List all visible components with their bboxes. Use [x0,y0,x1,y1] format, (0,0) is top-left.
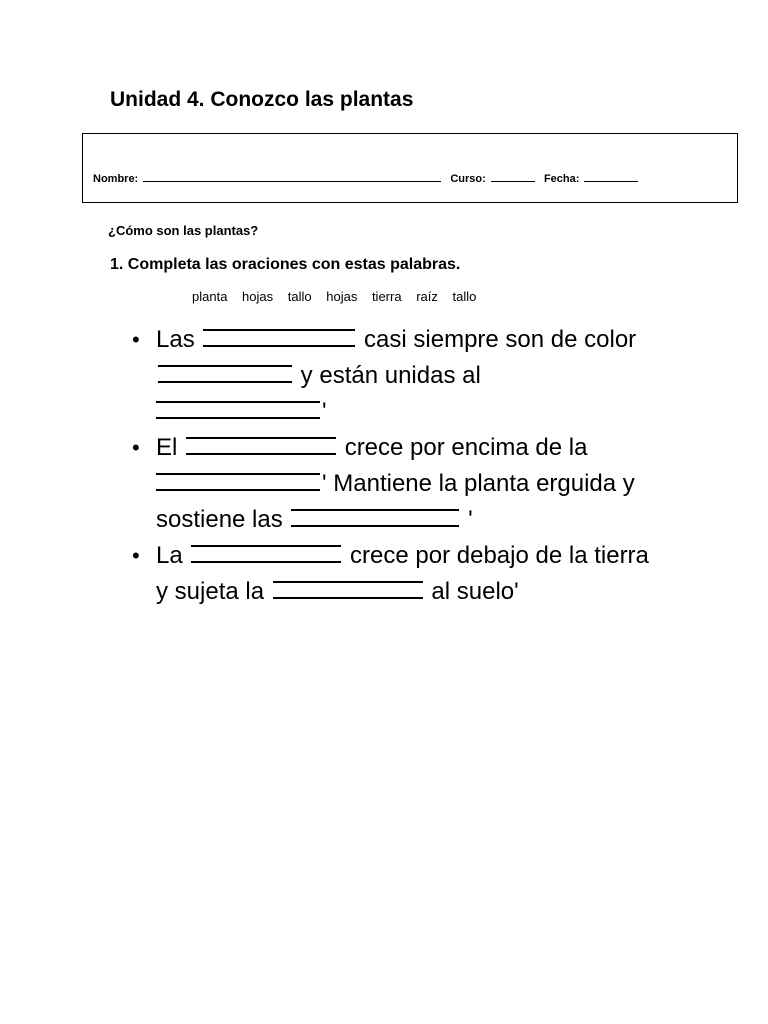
bullet-icon: • [132,543,140,568]
sentence-text: casi siempre son de [364,326,578,353]
answer-blank[interactable] [186,437,336,455]
sentence-text: crece por encima de la [344,434,588,461]
sentence-text: y están unidas al [300,362,481,389]
nombre-label: Nombre: [93,173,139,185]
word-bank-item: tallo [287,289,312,304]
sentence-text: crece por debajo de la [350,542,588,569]
fecha-field[interactable] [584,170,638,182]
answer-blank[interactable] [156,473,320,491]
bullet-icon: • [132,435,140,460]
student-info-box [82,133,738,203]
sentence-1 [132,322,652,430]
instruction: 1. Completa las oraciones con estas palabras. [110,256,461,273]
nombre-field[interactable] [143,170,441,182]
word-bank-item: hojas [326,289,358,304]
answer-blank[interactable] [291,509,459,527]
word-bank-item: tierra [371,289,402,304]
sentence-text: ' [322,398,327,425]
curso-label: Curso: [450,173,486,185]
section-question: ¿Cómo son las plantas? [108,223,259,238]
sentence-3 [132,538,652,610]
bullet-icon: • [132,327,140,352]
sentence-text: Las [156,326,195,353]
sentence-text: al suelo' [431,578,519,605]
curso-field[interactable] [491,170,535,182]
sentence-text: tierra y sujeta la [156,542,649,605]
answer-blank[interactable] [273,581,423,599]
sentence-text: La [156,542,183,569]
word-bank [192,289,487,304]
answer-blank[interactable] [191,545,341,563]
student-info-line [93,170,638,185]
fecha-label: Fecha: [543,173,580,185]
answer-blank[interactable] [158,365,292,383]
answer-blank[interactable] [203,329,355,347]
sentence-text: color [584,326,637,353]
sentence-text: ' [468,506,473,533]
worksheet-title: Unidad 4. Conozco las plantas [110,88,414,111]
word-bank-item: planta [192,289,228,304]
sentence-text: erguida y sostiene las [156,470,635,533]
sentence-2 [132,430,652,538]
sentence-text: ' Mantiene la planta [322,470,530,497]
word-bank-item: hojas [242,289,274,304]
word-bank-item: raíz [416,289,438,304]
exercise-list [132,322,652,610]
word-bank-item: tallo [452,289,477,304]
sentence-text: El [156,434,178,461]
answer-blank[interactable] [156,401,320,419]
